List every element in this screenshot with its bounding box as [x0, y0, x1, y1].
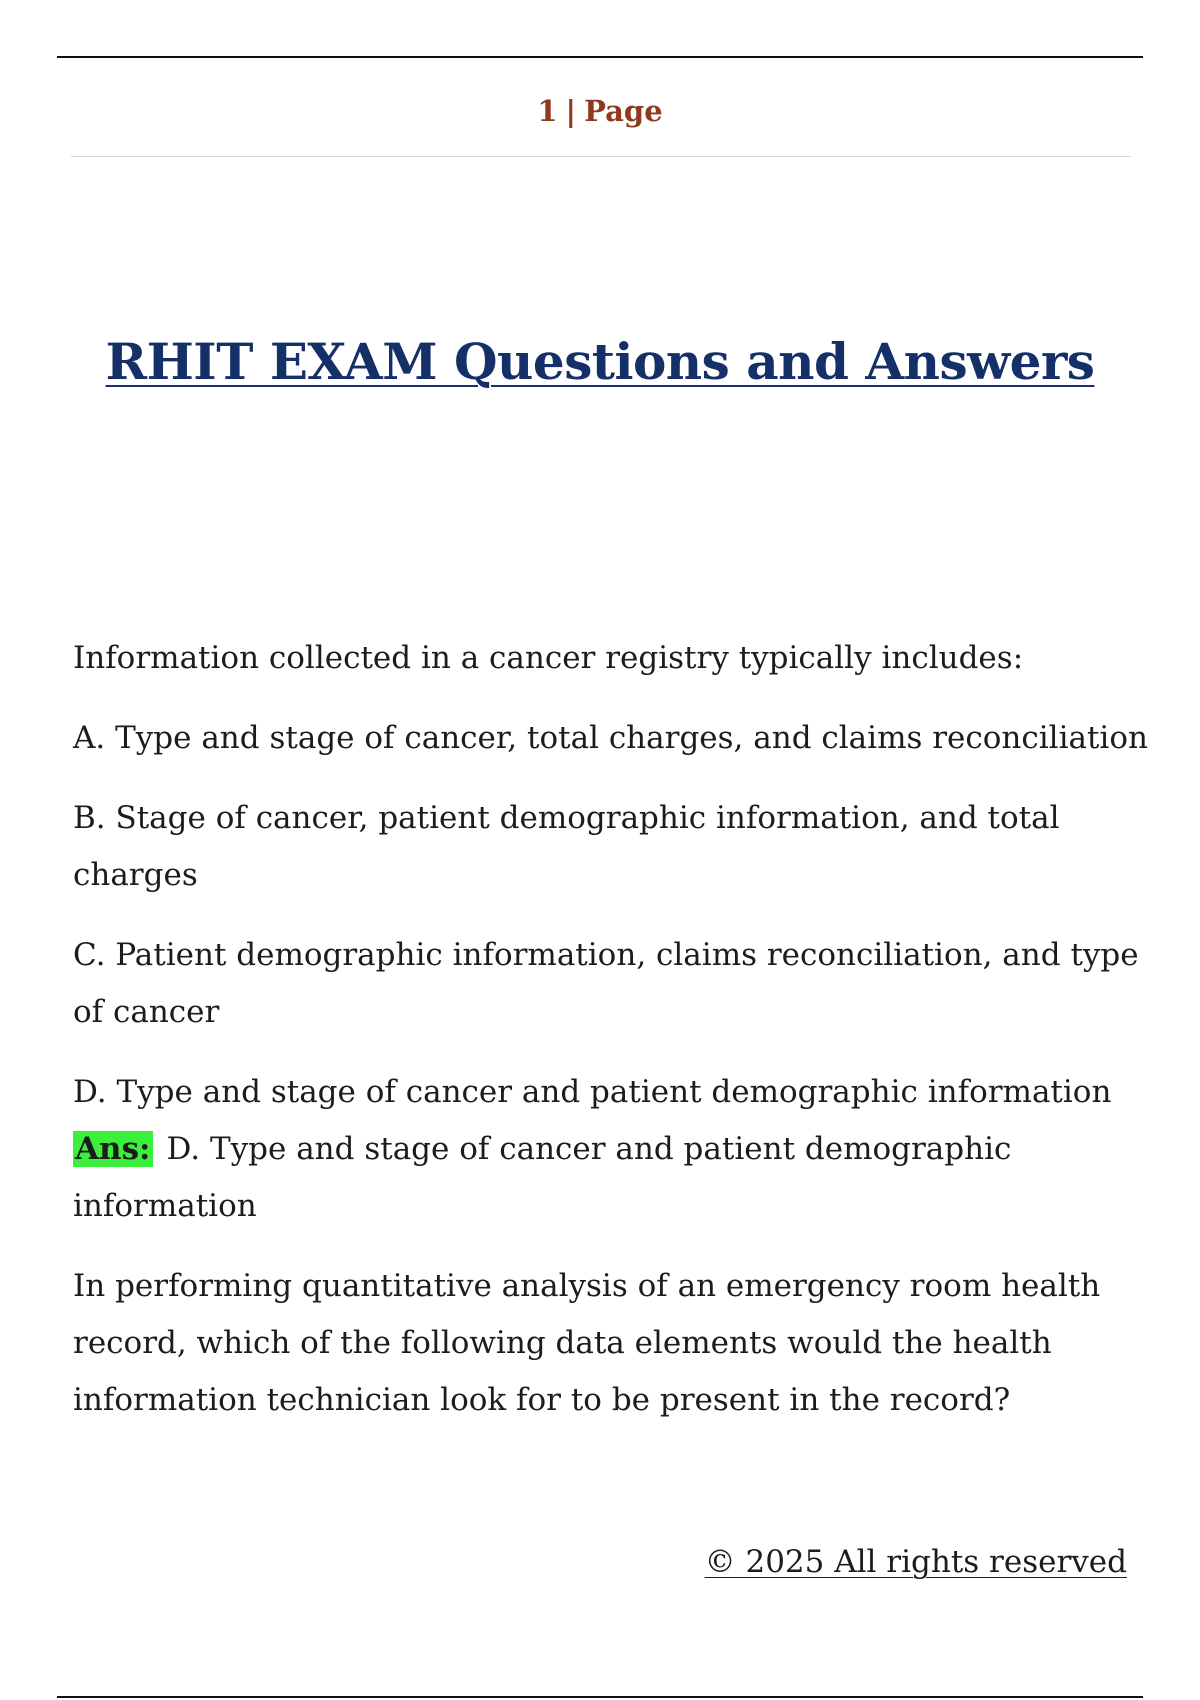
page-label: Page — [584, 94, 663, 128]
answer-line — [73, 1121, 1153, 1235]
question-stem: In performing quantitative analysis of an emergency room health record, which of the following data elements would the health information technician look for to be present in the record? — [73, 1268, 1101, 1418]
answer-label: Ans: — [75, 1131, 151, 1167]
answer-option-d: D. Type and stage of cancer and patient demographic information — [73, 1074, 1112, 1110]
question-stem: Information collected in a cancer registry typically includes: — [73, 640, 1024, 676]
bottom-rule — [57, 1696, 1143, 1698]
page-separator: | — [565, 94, 577, 128]
top-rule — [57, 56, 1143, 58]
answer-option-a: A. Type and stage of cancer, total charges, and claims reconciliation — [73, 720, 1148, 756]
answer-option-b: B. Stage of cancer, patient demographic information, and total charges — [73, 800, 1060, 893]
document-body — [73, 630, 1153, 1452]
copyright-notice: © 2025 All rights reserved — [704, 1544, 1127, 1580]
header-divider — [71, 156, 1131, 157]
answer-text: D. Type and stage of cancer and patient demographic information — [73, 1131, 1012, 1224]
document-title: RHIT EXAM Questions and Answers — [105, 332, 1095, 391]
page-header — [0, 94, 1200, 128]
answer-option-c: C. Patient demographic information, claims reconciliation, and type of cancer — [73, 937, 1139, 1030]
page-number: 1 — [537, 94, 558, 128]
